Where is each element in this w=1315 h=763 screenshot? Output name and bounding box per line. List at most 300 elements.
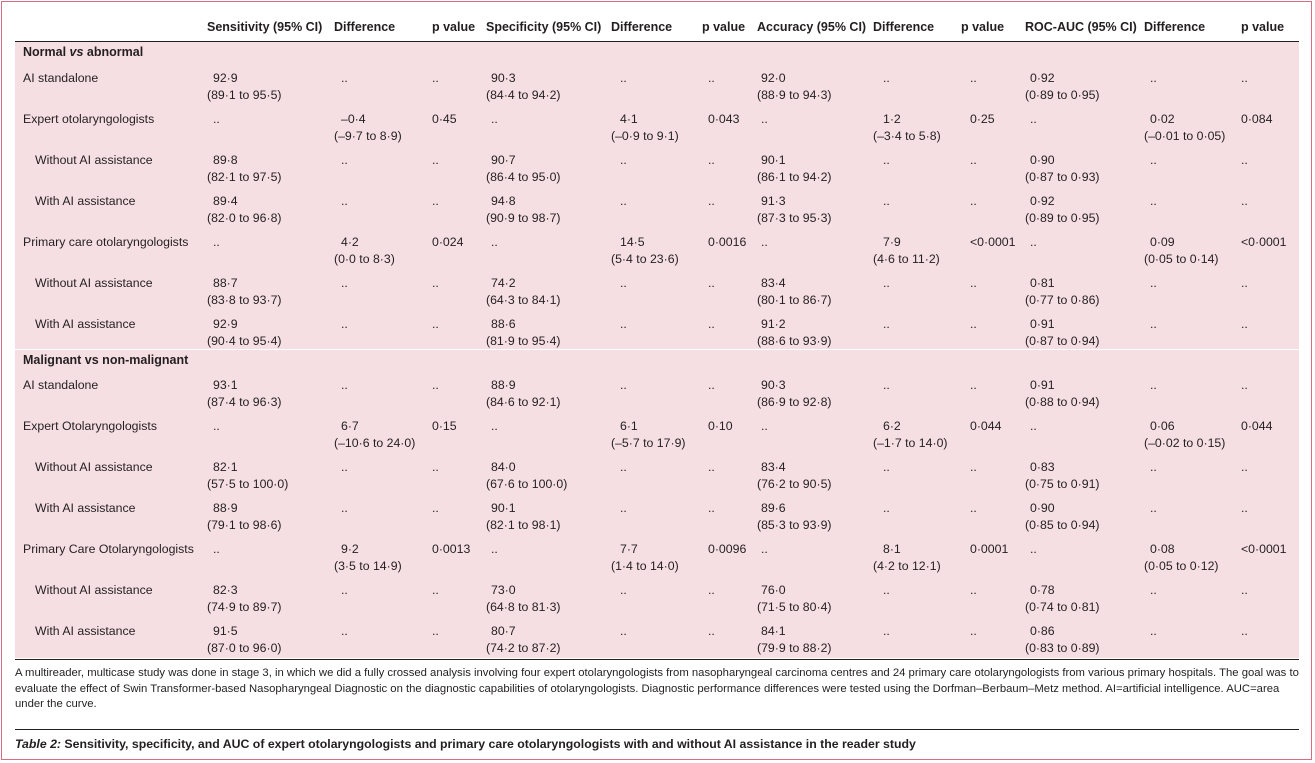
table-cell: [341, 152, 348, 169]
table-cell: [1150, 500, 1157, 517]
cell-confidence-interval: (67·6 to 100·0): [486, 477, 568, 491]
cell-value: ..: [970, 460, 977, 474]
cell-value: 82·3: [213, 583, 238, 597]
cell-confidence-interval: (–0·02 to 0·15): [1144, 436, 1226, 450]
cell-confidence-interval: (87·4 to 96·3): [207, 395, 282, 409]
table-row: [15, 623, 1299, 664]
table-cell: [708, 541, 746, 558]
cell-value: 4·1: [620, 112, 638, 126]
cell-value: 92·9: [213, 71, 238, 85]
table-cell: [620, 623, 627, 640]
cell-value: 0·25: [970, 112, 995, 126]
cell-value: <0·0001: [1241, 542, 1287, 556]
cell-value: ..: [341, 194, 348, 208]
cell-value: 0·10: [708, 419, 733, 433]
cell-value: ..: [1150, 276, 1157, 290]
table-cell: [334, 234, 395, 268]
cell-value: ..: [970, 583, 977, 597]
table-cell: [883, 193, 890, 210]
column-header: ROC-AUC (95% CI): [1025, 20, 1137, 34]
table-cell: [207, 193, 282, 227]
cell-value: ..: [341, 501, 348, 515]
cell-confidence-interval: (1·4 to 14·0): [611, 559, 679, 573]
cell-value: 0·92: [1030, 194, 1055, 208]
cell-value: 0·06: [1150, 419, 1175, 433]
row-label: Without AI assistance: [35, 276, 153, 290]
cell-value: ..: [883, 276, 890, 290]
cell-value: ..: [491, 112, 498, 126]
cell-confidence-interval: (0·75 to 0·91): [1025, 477, 1100, 491]
table-cell: [341, 275, 348, 292]
table-cell: [620, 152, 627, 169]
table-cell: [486, 70, 561, 104]
cell-confidence-interval: (82·1 to 97·5): [207, 170, 282, 184]
column-header: Difference: [334, 20, 396, 34]
table-row: [15, 582, 1299, 623]
table-row: [15, 234, 1299, 275]
cell-value: ..: [620, 276, 627, 290]
cell-value: ..: [213, 112, 220, 126]
table-cell: [757, 193, 832, 227]
cell-value: ..: [1150, 153, 1157, 167]
cell-value: ..: [620, 460, 627, 474]
cell-value: 0·91: [1030, 317, 1055, 331]
section-title-text: Normal: [23, 45, 70, 59]
table-cell: [708, 70, 715, 87]
table-cell: [207, 623, 282, 657]
cell-value: 1·2: [883, 112, 901, 126]
cell-value: 0·90: [1030, 153, 1055, 167]
table-cell: [1241, 111, 1272, 128]
cell-value: 0·91: [1030, 378, 1055, 392]
table-row: [15, 70, 1299, 111]
table-cell: [1025, 377, 1100, 411]
table-row: [15, 111, 1299, 152]
cell-confidence-interval: (0·88 to 0·94): [1025, 395, 1100, 409]
table-cell: [1150, 70, 1157, 87]
table-cell: [970, 582, 977, 599]
table-cell: [207, 500, 282, 534]
cell-value: 94·8: [491, 194, 516, 208]
cell-value: ..: [883, 71, 890, 85]
column-header: Sensitivity (95% CI): [207, 20, 323, 34]
table-cell: [757, 70, 832, 104]
cell-confidence-interval: (86·4 to 95·0): [486, 170, 561, 184]
table-cell: [213, 234, 220, 251]
table-cell: [757, 377, 832, 411]
table-cell: [341, 70, 348, 87]
column-header: Difference: [611, 20, 673, 34]
cell-value: ..: [341, 378, 348, 392]
cell-value: 0·0096: [708, 542, 747, 556]
cell-value: <0·0001: [1241, 235, 1287, 249]
table-cell: [1150, 377, 1157, 394]
cell-confidence-interval: (4·2 to 12·1): [873, 559, 941, 573]
table-cell: [883, 377, 890, 394]
cell-value: 0·0013: [432, 542, 471, 556]
cell-confidence-interval: (71·5 to 80·4): [757, 600, 832, 614]
cell-value: 0·09: [1150, 235, 1175, 249]
cell-confidence-interval: (84·4 to 94·2): [486, 88, 561, 102]
table-cell: [757, 582, 832, 616]
table-caption: [15, 737, 916, 751]
table-cell: [486, 316, 561, 350]
cell-value: 0·90: [1030, 501, 1055, 515]
cell-value: ..: [708, 583, 715, 597]
table-cell: [1144, 418, 1226, 452]
table-cell: [1241, 500, 1248, 517]
table-cell: [1144, 111, 1226, 145]
cell-value: 84·0: [491, 460, 516, 474]
table-cell: [1241, 377, 1248, 394]
cell-value: ..: [970, 317, 977, 331]
table-cell: [708, 193, 715, 210]
cell-confidence-interval: (0·87 to 0·93): [1025, 170, 1100, 184]
cell-confidence-interval: (87·3 to 95·3): [757, 211, 832, 225]
table-row: [15, 418, 1299, 459]
section-title-text: Malignant vs non-malignant: [23, 353, 189, 367]
table-row: [15, 500, 1299, 541]
table-cell: [1241, 418, 1272, 435]
cell-value: ..: [970, 276, 977, 290]
table-cell: [757, 623, 832, 657]
table-cell: [873, 418, 948, 452]
row-label: With AI assistance: [35, 624, 136, 638]
table-cell: [432, 111, 457, 128]
cell-value: ..: [1150, 194, 1157, 208]
table-cell: [207, 316, 282, 350]
table-cell: [486, 193, 561, 227]
column-header: p value: [1241, 20, 1285, 34]
table-cell: [207, 582, 282, 616]
table-cell: [1030, 418, 1037, 435]
table-cell: [620, 70, 627, 87]
cell-value: ..: [213, 419, 220, 433]
table-cell: [1241, 316, 1248, 333]
cell-confidence-interval: (0·87 to 0·94): [1025, 334, 1100, 348]
table-cell: [341, 377, 348, 394]
table-cell: [334, 418, 416, 452]
cell-value: 92·0: [761, 71, 786, 85]
cell-value: ..: [883, 624, 890, 638]
table-cell: [761, 418, 768, 435]
table-cell: [620, 193, 627, 210]
cell-value: ..: [761, 419, 768, 433]
table-cell: [432, 234, 463, 251]
table-cell: [708, 500, 715, 517]
cell-value: 0·78: [1030, 583, 1055, 597]
cell-confidence-interval: (90·9 to 98·7): [486, 211, 561, 225]
cell-value: ..: [620, 501, 627, 515]
cell-confidence-interval: (–0·01 to 0·05): [1144, 129, 1226, 143]
table-cell: [432, 623, 439, 640]
row-label: AI standalone: [23, 71, 99, 85]
cell-value: ..: [341, 317, 348, 331]
cell-value: 90·1: [761, 153, 786, 167]
row-label: With AI assistance: [35, 501, 136, 515]
table-row: [15, 459, 1299, 500]
cell-value: 83·4: [761, 276, 786, 290]
cell-confidence-interval: (82·1 to 98·1): [486, 518, 561, 532]
cell-value: ..: [1150, 460, 1157, 474]
table-cell: [873, 234, 940, 268]
table-cell: [970, 275, 977, 292]
section-title-text: abnormal: [83, 45, 144, 59]
cell-value: ..: [620, 624, 627, 638]
table-row: [15, 152, 1299, 193]
table-cell: [1025, 70, 1100, 104]
cell-value: ..: [341, 583, 348, 597]
cell-confidence-interval: (–3·4 to 5·8): [873, 129, 941, 143]
cell-value: ..: [708, 71, 715, 85]
cell-value: 89·8: [213, 153, 238, 167]
table-cell: [1030, 234, 1037, 251]
cell-confidence-interval: (86·9 to 92·8): [757, 395, 832, 409]
row-label: Without AI assistance: [35, 583, 153, 597]
cell-value: 0·08: [1150, 542, 1175, 556]
cell-value: ..: [970, 624, 977, 638]
table-cell: [883, 459, 890, 476]
table-cell: [1144, 234, 1219, 268]
table-cell: [486, 377, 561, 411]
cell-value: 88·6: [491, 317, 516, 331]
caption-rule: [15, 729, 1299, 730]
cell-value: ..: [970, 194, 977, 208]
table-cell: [432, 500, 439, 517]
table-cell: [970, 418, 1001, 435]
cell-value: ..: [883, 378, 890, 392]
table-cell: [611, 234, 679, 268]
cell-value: ..: [883, 460, 890, 474]
table-cell: [883, 316, 890, 333]
table-cell: [970, 316, 977, 333]
cell-value: 9·2: [341, 542, 359, 556]
table-cell: [1150, 152, 1157, 169]
cell-value: ..: [708, 378, 715, 392]
table-cell: [341, 316, 348, 333]
table-cell: [1025, 582, 1100, 616]
table-cell: [1030, 541, 1037, 558]
table-cell: [620, 275, 627, 292]
cell-value: ..: [970, 378, 977, 392]
cell-value: 0·0001: [970, 542, 1009, 556]
cell-confidence-interval: (64·8 to 81·3): [486, 600, 561, 614]
cell-value: ..: [1150, 378, 1157, 392]
row-label: Expert Otolaryngologists: [23, 419, 157, 433]
cell-value: ..: [432, 624, 439, 638]
cell-value: 7·7: [620, 542, 638, 556]
table-cell: [1025, 152, 1100, 186]
cell-confidence-interval: (0·05 to 0·12): [1144, 559, 1219, 573]
table-cell: [970, 459, 977, 476]
cell-value: ..: [1030, 235, 1037, 249]
cell-value: 83·4: [761, 460, 786, 474]
table-cell: [620, 316, 627, 333]
column-header: p value: [432, 20, 476, 34]
cell-confidence-interval: (4·6 to 11·2): [873, 252, 940, 266]
cell-value: 0·45: [432, 112, 457, 126]
table-cell: [1241, 152, 1248, 169]
cell-value: 88·7: [213, 276, 238, 290]
cell-value: 0·15: [432, 419, 457, 433]
table-cell: [761, 234, 768, 251]
table-cell: [207, 152, 282, 186]
cell-value: ..: [491, 542, 498, 556]
cell-value: ..: [432, 460, 439, 474]
table-cell: [873, 111, 941, 145]
table-row: [15, 316, 1299, 357]
section-title: [23, 353, 188, 367]
cell-confidence-interval: (79·9 to 88·2): [757, 641, 832, 655]
table-cell: [883, 623, 890, 640]
table-cell: [1150, 193, 1157, 210]
table-cell: [708, 377, 715, 394]
table-cell: [620, 500, 627, 517]
cell-value: 6·2: [883, 419, 901, 433]
table-cell: [1150, 316, 1157, 333]
table-cell: [1241, 193, 1248, 210]
cell-value: ..: [1150, 71, 1157, 85]
table-cell: [708, 623, 715, 640]
cell-confidence-interval: (0·85 to 0·94): [1025, 518, 1100, 532]
row-label: Expert otolaryngologists: [23, 112, 155, 126]
table-cell: [491, 111, 498, 128]
table-cell: [708, 275, 715, 292]
cell-value: ..: [620, 378, 627, 392]
cell-confidence-interval: (88·9 to 94·3): [757, 88, 832, 102]
cell-confidence-interval: (85·3 to 93·9): [757, 518, 832, 532]
cell-value: 92·9: [213, 317, 238, 331]
cell-value: 0·86: [1030, 624, 1055, 638]
table-cell: [207, 70, 282, 104]
cell-value: ..: [1241, 194, 1248, 208]
table-row: [15, 275, 1299, 316]
header-rule: [15, 41, 1299, 42]
cell-value: ..: [432, 501, 439, 515]
cell-confidence-interval: (74·9 to 89·7): [207, 600, 282, 614]
table-cell: [1241, 70, 1248, 87]
table-row: [15, 193, 1299, 234]
cell-confidence-interval: (64·3 to 84·1): [486, 293, 561, 307]
row-label: AI standalone: [23, 378, 99, 392]
table-cell: [1144, 541, 1219, 575]
cell-value: ..: [1241, 624, 1248, 638]
cell-value: ..: [432, 71, 439, 85]
cell-value: 90·1: [491, 501, 516, 515]
table-cell: [708, 152, 715, 169]
table-cell: [1025, 193, 1100, 227]
caption-title: Sensitivity, specificity, and AUC of expert otolaryngologists and primary care otolaryngologists with and without AI assistance in the reader study: [61, 737, 916, 751]
cell-confidence-interval: (–9·7 to 8·9): [334, 129, 402, 143]
cell-value: ..: [883, 317, 890, 331]
table-cell: [757, 275, 832, 309]
cell-value: ..: [883, 153, 890, 167]
table-cell: [708, 418, 733, 435]
cell-value: ..: [620, 153, 627, 167]
cell-value: ..: [620, 71, 627, 85]
column-header: Difference: [873, 20, 935, 34]
table-cell: [611, 541, 679, 575]
table-cell: [620, 582, 627, 599]
table-cell: [1025, 316, 1100, 350]
cell-value: 8·1: [883, 542, 901, 556]
cell-value: ..: [883, 583, 890, 597]
cell-value: ..: [432, 276, 439, 290]
table-cell: [1030, 111, 1037, 128]
cell-confidence-interval: (74·2 to 87·2): [486, 641, 561, 655]
cell-value: ..: [1241, 501, 1248, 515]
table-row: [15, 541, 1299, 582]
table-cell: [1025, 623, 1100, 657]
table-cell: [486, 500, 561, 534]
row-label: Primary Care Otolaryngologists: [23, 542, 194, 556]
table-cell: [708, 111, 739, 128]
cell-value: ..: [708, 501, 715, 515]
table-cell: [757, 459, 832, 493]
cell-value: ..: [708, 276, 715, 290]
cell-value: ..: [1150, 624, 1157, 638]
cell-value: 89·6: [761, 501, 786, 515]
cell-value: ..: [1030, 542, 1037, 556]
table-cell: [486, 623, 561, 657]
cell-confidence-interval: (88·6 to 93·9): [757, 334, 832, 348]
table-cell: [213, 418, 220, 435]
cell-confidence-interval: (0·0 to 8·3): [334, 252, 395, 266]
cell-value: 6·7: [341, 419, 359, 433]
table-cell: [1241, 541, 1286, 558]
cell-confidence-interval: (87·0 to 96·0): [207, 641, 282, 655]
cell-value: ..: [432, 378, 439, 392]
table-cell: [213, 111, 220, 128]
cell-value: ..: [708, 460, 715, 474]
table-cell: [341, 459, 348, 476]
cell-value: 76·0: [761, 583, 786, 597]
table-cell: [1241, 275, 1248, 292]
cell-value: ..: [432, 583, 439, 597]
cell-value: 74·2: [491, 276, 516, 290]
cell-value: ..: [620, 583, 627, 597]
table-cell: [341, 623, 348, 640]
cell-value: ..: [1241, 153, 1248, 167]
cell-value: 88·9: [213, 501, 238, 515]
table-cell: [432, 582, 439, 599]
cell-value: 4·2: [341, 235, 359, 249]
table-cell: [432, 316, 439, 333]
cell-value: ..: [491, 235, 498, 249]
table-cell: [1150, 582, 1157, 599]
cell-value: ..: [708, 153, 715, 167]
cell-value: 88·9: [491, 378, 516, 392]
cell-confidence-interval: (57·5 to 100·0): [207, 477, 289, 491]
row-label: With AI assistance: [35, 194, 136, 208]
cell-confidence-interval: (–1·7 to 14·0): [873, 436, 948, 450]
cell-value: 0·044: [970, 419, 1002, 433]
cell-value: 0·043: [708, 112, 740, 126]
table-cell: [761, 541, 768, 558]
table-cell: [970, 193, 977, 210]
column-header: Difference: [1144, 20, 1206, 34]
column-header: Specificity (95% CI): [486, 20, 602, 34]
cell-confidence-interval: (0·05 to 0·14): [1144, 252, 1219, 266]
cell-value: 93·1: [213, 378, 238, 392]
cell-confidence-interval: (0·83 to 0·89): [1025, 641, 1100, 655]
cell-value: ..: [1150, 317, 1157, 331]
cell-value: 73·0: [491, 583, 516, 597]
table-cell: [970, 541, 1008, 558]
cell-value: ..: [708, 317, 715, 331]
section-title-vs: vs: [69, 45, 84, 59]
table-cell: [757, 152, 832, 186]
